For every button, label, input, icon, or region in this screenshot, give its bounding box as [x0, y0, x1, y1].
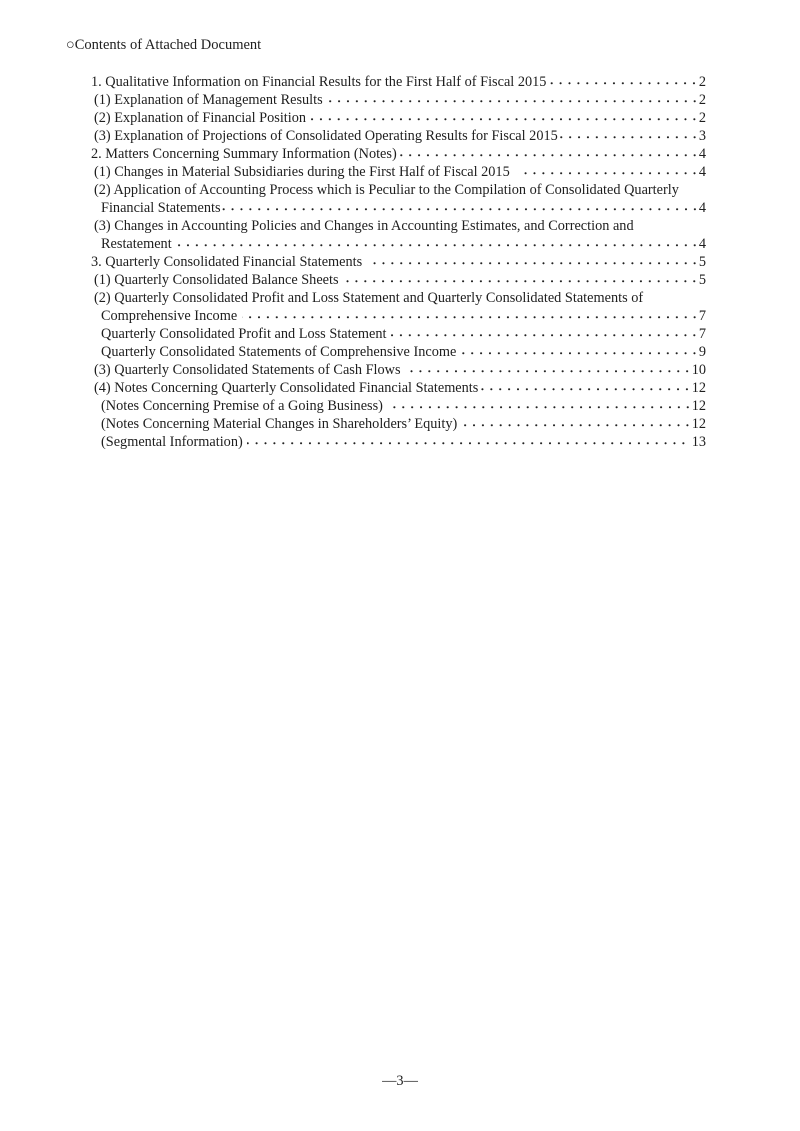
- dot-leader: [391, 325, 699, 343]
- toc-entry-page-number: 3: [698, 128, 706, 144]
- toc-entry-label: (2) Quarterly Consolidated Profit and Loss Statement and Quarterly Consolidated Statements of: [94, 290, 644, 306]
- toc-entry: [91, 217, 706, 235]
- toc-entry: [91, 325, 706, 343]
- toc-entry: [91, 289, 706, 307]
- page-title: ○Contents of Attached Document: [66, 37, 262, 53]
- toc-entry-page-number: 7: [698, 326, 706, 342]
- toc-entry-page-number: 4: [698, 146, 706, 162]
- toc-entry-page-number: 9: [698, 344, 706, 360]
- toc-entry: [91, 109, 706, 127]
- toc-entry: [91, 415, 706, 433]
- toc-entry-page-number: 7: [698, 308, 706, 324]
- toc-entry-label: (2) Application of Accounting Process which is Peculiar to the Compilation of Consolidated Quarterly: [94, 182, 679, 198]
- toc-entry: [91, 145, 706, 163]
- toc-entry: [91, 199, 706, 217]
- toc-entry-label: Restatement: [101, 236, 172, 252]
- dot-leader: [559, 127, 699, 145]
- dot-leader: [518, 163, 699, 181]
- dot-leader: [462, 415, 692, 433]
- toc-entry-label: Comprehensive Income: [101, 308, 241, 324]
- toc-entry-label: (Notes Concerning Premise of a Going Business): [101, 398, 387, 414]
- toc-entry-label: (3) Changes in Accounting Policies and Changes in Accounting Estimates, and Correction and: [94, 218, 634, 234]
- toc-entry-label: (3) Explanation of Projections of Consolidated Operating Results for Fiscal 2015: [94, 128, 558, 144]
- toc-entry-label: (3) Quarterly Consolidated Statements of Cash Flows: [94, 362, 405, 378]
- toc-entry: [91, 433, 706, 451]
- toc-entry-label: (2) Explanation of Financial Position: [94, 110, 307, 126]
- dot-leader: [461, 343, 699, 361]
- dot-leader: [388, 397, 692, 415]
- toc-entry: [91, 253, 706, 271]
- dot-leader: [398, 145, 699, 163]
- toc-entry-page-number: 5: [698, 272, 706, 288]
- toc-entry: [91, 379, 706, 397]
- toc-entry-page-number: 12: [691, 380, 706, 396]
- toc-entry-label: (1) Quarterly Consolidated Balance Sheets: [94, 272, 343, 288]
- toc-entry-label: (1) Changes in Material Subsidiaries during the First Half of Fiscal 2015: [94, 164, 517, 180]
- toc-entry-label: 3. Quarterly Consolidated Financial Statements: [91, 254, 366, 270]
- dot-leader: [173, 235, 699, 253]
- toc-entry-label: 1. Qualitative Information on Financial Results for the First Half of Fiscal 2015: [91, 74, 547, 90]
- toc-entry-page-number: 2: [698, 74, 706, 90]
- toc-entry: [91, 127, 706, 145]
- toc-entry: [91, 91, 706, 109]
- dot-leader: [547, 73, 698, 91]
- toc-entry-label: (Segmental Information): [101, 434, 247, 450]
- toc-entry: [91, 271, 706, 289]
- toc-entry-label: Quarterly Consolidated Statements of Comprehensive Income: [101, 344, 460, 360]
- dot-leader: [324, 91, 699, 109]
- toc-entry-page-number: 13: [688, 434, 706, 450]
- toc-entry-label: (1) Explanation of Management Results: [94, 92, 323, 108]
- toc-entry-page-number: 5: [698, 254, 706, 270]
- toc-entry-page-number: 10: [691, 362, 706, 378]
- toc-entry-page-number: 4: [698, 164, 706, 180]
- toc-entry-page-number: 4: [698, 200, 706, 216]
- table-of-contents: [91, 73, 706, 451]
- toc-entry: [91, 73, 706, 91]
- dot-leader: [367, 253, 699, 271]
- toc-entry: [91, 361, 706, 379]
- toc-entry-page-number: 2: [698, 110, 706, 126]
- dot-leader: [405, 361, 692, 379]
- toc-entry-page-number: 12: [691, 416, 706, 432]
- toc-entry: [91, 307, 706, 325]
- toc-entry-label: (4) Notes Concerning Quarterly Consolidated Financial Statements: [94, 380, 479, 396]
- toc-entry-label: 2. Matters Concerning Summary Information (Notes): [91, 146, 397, 162]
- toc-entry-page-number: 4: [698, 236, 706, 252]
- toc-entry-label: Financial Statements: [101, 200, 221, 216]
- dot-leader: [247, 433, 688, 451]
- toc-entry: [91, 181, 706, 199]
- toc-entry: [91, 397, 706, 415]
- toc-entry-label: (Notes Concerning Material Changes in Shareholders’ Equity): [101, 416, 461, 432]
- dot-leader: [343, 271, 699, 289]
- dot-leader: [222, 199, 699, 217]
- toc-entry: [91, 235, 706, 253]
- dot-leader: [307, 109, 699, 127]
- page-number-footer: —3—: [382, 1073, 418, 1089]
- toc-entry: [91, 343, 706, 361]
- dot-leader: [242, 307, 699, 325]
- dot-leader: [479, 379, 691, 397]
- toc-entry-page-number: 2: [698, 92, 706, 108]
- toc-entry-label: Quarterly Consolidated Profit and Loss Statement: [101, 326, 391, 342]
- toc-entry-page-number: 12: [691, 398, 706, 414]
- toc-entry: [91, 163, 706, 181]
